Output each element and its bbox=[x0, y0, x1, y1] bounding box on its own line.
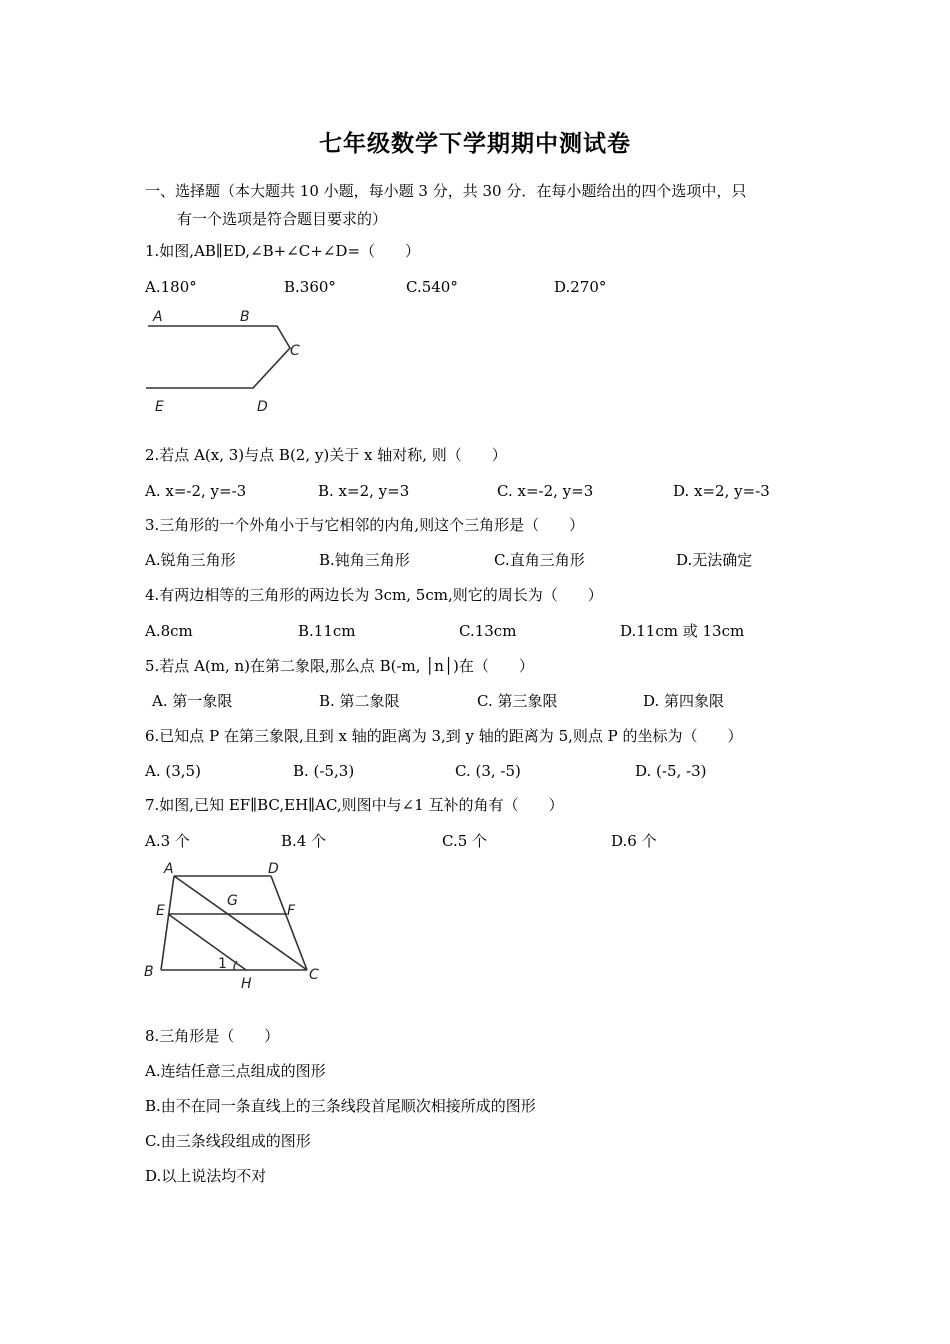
question-1-option-d: D.270° bbox=[554, 278, 607, 296]
question-2-stem: 2.若点 A(x, 3)与点 B(2, y)关于 x 轴对称, 则（ ） bbox=[145, 446, 507, 464]
figure-7-ab bbox=[161, 876, 174, 970]
question-2-option-c: C. x=-2, y=3 bbox=[497, 482, 594, 500]
question-8-stem: 8.三角形是（ ） bbox=[145, 1027, 280, 1045]
question-6-option-a: A. (3,5) bbox=[145, 762, 201, 780]
figure-1-polyline bbox=[146, 326, 290, 388]
figure-7-ac bbox=[174, 876, 307, 970]
page-title: 七年级数学下学期期中测试卷 bbox=[319, 130, 631, 157]
question-1-option-b: B.360° bbox=[284, 278, 336, 296]
question-5-option-c: C. 第三象限 bbox=[477, 692, 558, 710]
question-5-option-a: A. 第一象限 bbox=[152, 692, 233, 710]
figure-7-label-d: D bbox=[268, 861, 279, 877]
figure-7-label-f: F bbox=[287, 903, 296, 919]
figure-7-dc bbox=[271, 876, 307, 970]
figure-7-label-h: H bbox=[241, 976, 252, 992]
question-8-option-b: B.由不在同一条直线上的三条线段首尾顺次相接所成的图形 bbox=[145, 1097, 536, 1115]
figure-7-label-1: 1 bbox=[218, 956, 227, 972]
question-3-option-b: B.钝角三角形 bbox=[319, 551, 410, 569]
figure-1-label-d: D bbox=[257, 399, 268, 415]
figure-7-label-b: B bbox=[144, 964, 154, 980]
question-2-option-b: B. x=2, y=3 bbox=[318, 482, 410, 500]
question-3-option-d: D.无法确定 bbox=[676, 551, 753, 569]
question-4-option-d: D.11cm 或 13cm bbox=[620, 622, 745, 640]
figure-1-label-e: E bbox=[155, 399, 164, 415]
section-heading-cont: 有一个选项是符合题目要求的） bbox=[177, 210, 388, 228]
question-7-option-c: C.5 个 bbox=[442, 832, 488, 850]
question-2-option-d: D. x=2, y=-3 bbox=[673, 482, 770, 500]
question-8-option-a: A.连结任意三点组成的图形 bbox=[145, 1062, 326, 1080]
question-6-option-c: C. (3, -5) bbox=[455, 762, 521, 780]
figure-1-label-a: A bbox=[153, 309, 163, 325]
question-8-option-d: D.以上说法均不对 bbox=[145, 1167, 267, 1185]
figure-1-label-b: B bbox=[240, 309, 250, 325]
question-3-option-a: A.锐角三角形 bbox=[145, 551, 236, 569]
question-3-option-c: C.直角三角形 bbox=[494, 551, 585, 569]
figure-7-label-a: A bbox=[164, 861, 174, 877]
figure-1-label-c: C bbox=[290, 343, 300, 359]
question-1-option-a: A.180° bbox=[145, 278, 197, 296]
question-2-option-a: A. x=-2, y=-3 bbox=[145, 482, 247, 500]
figure-7-label-e: E bbox=[156, 903, 165, 919]
question-6-stem: 6.已知点 P 在第三象限,且到 x 轴的距离为 3,到 y 轴的距离为 5,则点 P 的坐标为（ ） bbox=[145, 727, 743, 745]
question-4-option-b: B.11cm bbox=[298, 622, 356, 640]
question-8-option-c: C.由三条线段组成的图形 bbox=[145, 1132, 311, 1150]
question-1-stem: 1.如图,AB∥ED,∠B+∠C+∠D=（ ） bbox=[145, 242, 421, 260]
question-6-option-b: B. (-5,3) bbox=[293, 762, 355, 780]
question-4-option-a: A.8cm bbox=[145, 622, 193, 640]
question-7-stem: 7.如图,已知 EF∥BC,EH∥AC,则图中与∠1 互补的角有（ ） bbox=[145, 796, 564, 814]
question-6-option-d: D. (-5, -3) bbox=[635, 762, 707, 780]
question-7-figure bbox=[140, 855, 330, 995]
figure-7-label-c: C bbox=[309, 967, 319, 983]
question-1-figure bbox=[140, 300, 320, 420]
question-7-option-b: B.4 个 bbox=[281, 832, 327, 850]
question-5-option-d: D. 第四象限 bbox=[643, 692, 725, 710]
question-1-option-c: C.540° bbox=[406, 278, 458, 296]
question-4-option-c: C.13cm bbox=[459, 622, 517, 640]
figure-7-eh bbox=[168, 914, 246, 970]
question-5-option-b: B. 第二象限 bbox=[319, 692, 400, 710]
question-5-stem: 5.若点 A(m, n)在第二象限,那么点 B(-m, │n│)在（ ） bbox=[145, 657, 534, 675]
section-heading: 一、选择题（本大题共 10 小题，每小题 3 分，共 30 分．在每小题给出的四个选项中，只 bbox=[145, 182, 747, 200]
figure-7-label-g: G bbox=[227, 893, 238, 909]
question-3-stem: 3.三角形的一个外角小于与它相邻的内角,则这个三角形是（ ） bbox=[145, 516, 585, 534]
question-7-option-d: D.6 个 bbox=[611, 832, 657, 850]
question-4-stem: 4.有两边相等的三角形的两边长为 3cm, 5cm,则它的周长为（ ） bbox=[145, 586, 603, 604]
question-7-option-a: A.3 个 bbox=[145, 832, 190, 850]
